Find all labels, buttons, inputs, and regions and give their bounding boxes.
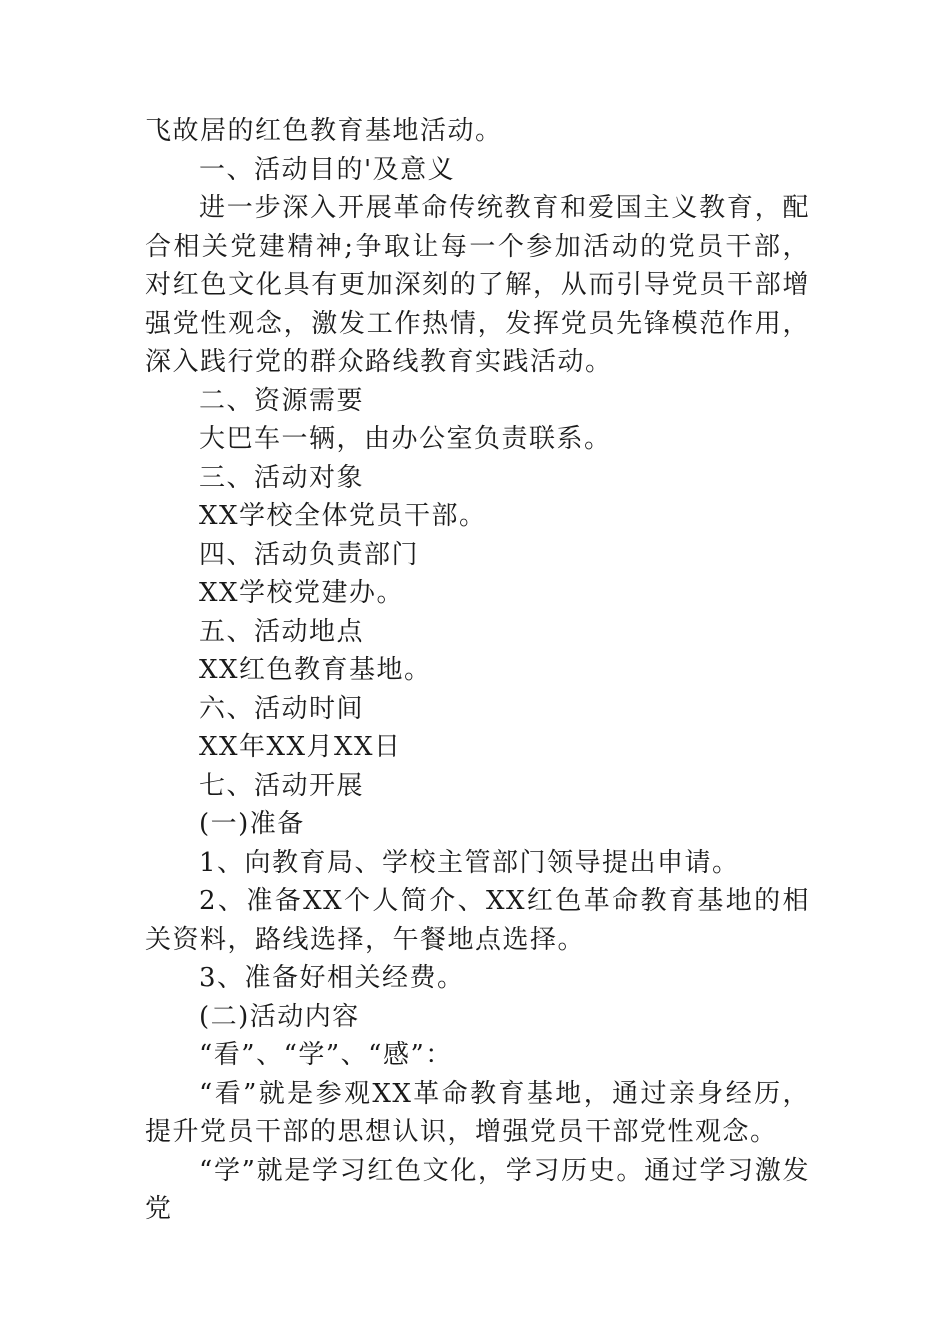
paragraph: 大巴车一辆，由办公室负责联系。: [199, 424, 612, 454]
section-heading-time: 六、活动时间: [199, 693, 365, 724]
paragraph: “看”就是参观XX革命教育基地，通过亲身经历，提升党员干部的思想认识，增强党员干部党性观念。: [145, 1078, 810, 1147]
section-heading-purpose: 一、活动目的'及意义: [199, 154, 456, 185]
paragraph: 飞故居的红色教育基地活动。: [145, 116, 503, 146]
subsection-heading-content: (二)活动内容: [199, 1001, 360, 1032]
section-heading-activities: 七、活动开展: [199, 770, 365, 801]
document-body: [145, 112, 810, 1229]
list-item: 2、准备XX个人简介、XX红色革命教育基地的相关资料，路线选择，午餐地点选择。: [145, 886, 810, 955]
section-heading-participants: 三、活动对象: [199, 462, 365, 493]
section-heading-location: 五、活动地点: [199, 616, 365, 647]
section-heading-resources: 二、资源需要: [199, 385, 365, 416]
paragraph: 进一步深入开展革命传统教育和爱国主义教育，配合相关党建精神;争取让每一个参加活动的党员干部，对红色文化具有更加深刻的了解，从而引导党员干部增强党性观念，激发工作热情，发挥党员先锋模范作用，深入践行党的群众路线教育实践活动。: [145, 193, 810, 377]
paragraph: XX学校全体党员干部。: [199, 501, 487, 531]
list-item: 1、向教育局、学校主管部门领导提出申请。: [199, 847, 740, 878]
list-item: 3、准备好相关经费。: [199, 963, 465, 993]
paragraph: XX学校党建办。: [199, 578, 405, 608]
subsection-heading-preparation: (一)准备: [199, 809, 305, 839]
paragraph: XX年XX月XX日: [199, 732, 402, 762]
paragraph: “学”就是学习红色文化，学习历史。通过学习激发党: [145, 1155, 810, 1224]
paragraph: “看”、“学”、“感”：: [199, 1040, 453, 1070]
paragraph: XX红色教育基地。: [199, 655, 432, 685]
section-heading-department: 四、活动负责部门: [199, 539, 420, 570]
